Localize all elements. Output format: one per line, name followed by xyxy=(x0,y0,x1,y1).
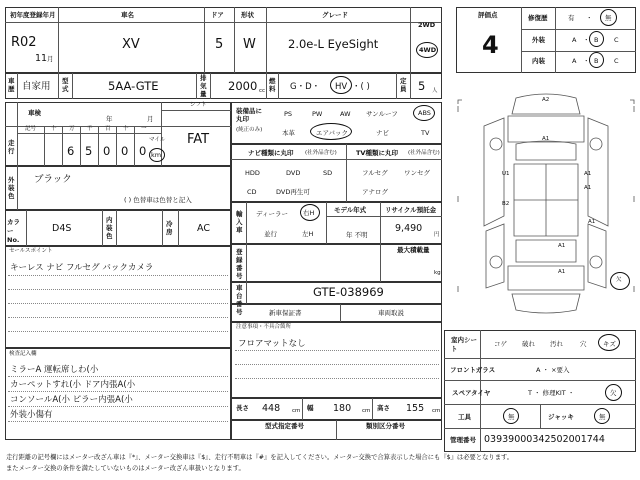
nav-header: ナビ種類に丸印 xyxy=(248,149,294,157)
interior-color-label: 内装色 xyxy=(106,216,113,240)
fuel-other: ・( ) xyxy=(352,82,370,92)
mileage-digit-1: 5 xyxy=(85,144,93,158)
score-label: 評価点 xyxy=(478,11,498,19)
exterior-grade-label: 外装 xyxy=(532,36,545,44)
notes-text: フロアマットなし xyxy=(238,339,306,349)
repair-opt-0: 有 xyxy=(568,14,575,22)
import-parallel: 並行 xyxy=(264,230,277,238)
exterior-color-label: 外装色 xyxy=(8,176,15,200)
width-label: 幅 xyxy=(307,404,314,412)
height-value: 155 xyxy=(406,403,425,414)
import-label: 輸入車 xyxy=(236,210,243,234)
exterior-block xyxy=(5,166,231,210)
shaken-label: 車検 xyxy=(28,109,41,117)
shaken-year: 年 xyxy=(106,115,113,123)
drive-4wd: 4WD xyxy=(419,46,437,54)
nav-cd: CD xyxy=(247,188,257,196)
jack-label: ジャッキ xyxy=(548,413,574,421)
footer-line-2: またメーター交換の条件を満たしていないものはメーター改ざん車扱いとなります。 xyxy=(6,465,245,472)
seat-circled: キズ xyxy=(603,340,616,348)
tv-fullseg: フルセグ xyxy=(362,169,388,177)
warranty-block xyxy=(231,304,442,322)
length-label: 長さ xyxy=(236,404,249,412)
mileage-unit-km: km xyxy=(151,151,162,159)
manage-value: 03939000342502001744 xyxy=(484,434,605,445)
digit-label-5: 一 xyxy=(141,126,147,132)
equip-pw: PW xyxy=(312,110,323,118)
tools-label: 工具 xyxy=(458,413,471,421)
cc-unit: cc xyxy=(259,88,266,94)
capacity-label: 定員 xyxy=(400,77,407,93)
equip-airbag: エアバック xyxy=(316,129,348,137)
digit-label-4: 十 xyxy=(123,126,129,132)
capacity-value: 5 xyxy=(418,79,426,93)
recycle-label: リサイクル預託金 xyxy=(385,206,437,214)
class-label: 類別区分番号 xyxy=(366,422,405,430)
exterior-grade-c: C xyxy=(614,36,619,44)
vehicle-row xyxy=(5,73,442,99)
car-name: XV xyxy=(122,37,140,52)
glass-value: A ・ ×要入 xyxy=(536,366,570,374)
nav-dvd-play: DVD再生可 xyxy=(276,188,310,196)
mileage-unit-mile: マイル xyxy=(149,137,166,143)
seat-item-1: 破れ xyxy=(522,340,535,348)
first-reg-month: 11 xyxy=(35,53,48,64)
capacity-unit: 人 xyxy=(432,88,438,94)
damage-mark-u1: U1 xyxy=(502,171,510,177)
equipment-label: 装備品に丸印 xyxy=(236,107,262,123)
interior-grade-dot: ・ xyxy=(583,57,590,65)
equip-tv: TV xyxy=(421,129,430,137)
type-label: 型式指定番号 xyxy=(265,422,304,430)
fuel-hv: HV xyxy=(335,82,348,92)
spare-mark: 欠 xyxy=(616,277,622,283)
color-no-value: D4S xyxy=(52,223,72,234)
equip-nav: ナビ xyxy=(376,129,389,137)
width-value: 180 xyxy=(333,403,352,414)
seat-item-2: 汚れ xyxy=(550,340,563,348)
model-year-value: 年 不明 xyxy=(346,231,368,239)
mileage-digit-0: 6 xyxy=(67,144,75,158)
manage-label: 管理番号 xyxy=(450,436,476,444)
inspector-line-0: ミラーA 運転席しわ(小 xyxy=(10,365,99,375)
interior-grade-label: 内装 xyxy=(532,57,545,65)
import-dealer: ディーラー xyxy=(256,210,288,218)
mileage-digit-4: 0 xyxy=(139,144,147,158)
manual-label: 車両取説 xyxy=(378,309,404,317)
registration-label: 登録番号 xyxy=(236,248,243,280)
nav-dvd: DVD xyxy=(286,169,301,177)
warranty-label: 新車保証書 xyxy=(269,309,302,317)
damage-mark-a2: A2 xyxy=(542,97,550,103)
digit-label-3: 百 xyxy=(105,126,111,132)
damage-mark-a1-rear: A1 xyxy=(558,243,566,249)
spare-label: スペアタイヤ xyxy=(452,389,491,397)
displacement-label: 排気量 xyxy=(200,74,207,98)
equip-sunroof: サンルーフ xyxy=(366,110,398,118)
repair-label: 修復歴 xyxy=(528,14,548,22)
tv-sub: (社外品含む) xyxy=(408,150,440,156)
grade-label: グレード xyxy=(322,11,348,19)
inspector-line-1: カーペットすれ(小 ドア内張A(小 xyxy=(10,380,136,390)
recycle-yen: 円 xyxy=(434,232,440,238)
model-year-label: モデル年式 xyxy=(334,206,367,214)
tv-analog: アナログ xyxy=(362,188,388,196)
height-cm: cm xyxy=(432,408,441,414)
digit-label-0: 十 xyxy=(51,126,57,132)
damage-mark-a1-right: A1 xyxy=(584,171,592,177)
car-name-label: 車名 xyxy=(121,11,134,19)
nav-sd: SD xyxy=(323,169,333,177)
color-no-label: カラーNo. xyxy=(7,218,20,244)
equip-abs: ABS xyxy=(418,109,431,117)
max-load-kg: kg xyxy=(434,270,441,276)
max-load-label: 最大積載量 xyxy=(397,246,430,254)
length-value: 448 xyxy=(262,403,281,414)
tv-header: TV種類に丸印 xyxy=(356,149,398,157)
inspector-label: 検査記入欄 xyxy=(9,351,37,357)
exterior-color-value: ブラック xyxy=(34,174,72,185)
vehicle-history-label: 車歴 xyxy=(8,77,15,93)
shape-value: W xyxy=(243,37,256,52)
tv-oneseg: ワンセグ xyxy=(404,169,430,177)
exterior-color-note: ( ) 色替車は色替と記入 xyxy=(124,196,192,204)
equip-ps: PS xyxy=(284,110,293,118)
spare-value: T ・ 修理KIT ・ xyxy=(528,389,575,397)
fuel-options: G・D・ xyxy=(290,82,321,92)
frame-label: 車台番号 xyxy=(236,284,243,316)
import-right: 右H xyxy=(303,209,315,217)
damage-mark-a1-right2: A1 xyxy=(584,185,592,191)
model-label: 型式 xyxy=(62,77,69,93)
length-cm: cm xyxy=(292,408,301,414)
interior-grade-a: A xyxy=(572,57,577,65)
model-value: 5AA-GTE xyxy=(108,79,159,93)
mileage-label: 走行 xyxy=(8,139,15,155)
fuel-label: 燃料 xyxy=(269,77,276,93)
displacement-value: 2000 xyxy=(228,79,258,93)
grade-value: 2.0e-L EyeSight xyxy=(288,37,379,51)
sales-points-text: キーレス ナビ フルセグ バックカメラ xyxy=(10,263,154,273)
mileage-digit-3: 0 xyxy=(121,144,129,158)
repair-opt-1: ・ xyxy=(586,14,593,22)
recycle-value: 9,490 xyxy=(395,223,423,234)
spare-circled: 欠 xyxy=(610,389,617,397)
width-cm: cm xyxy=(362,408,371,414)
equip-leather: 本革 xyxy=(282,129,295,137)
mileage-note: 記号 xyxy=(25,126,37,132)
aircon-value: AC xyxy=(197,223,210,234)
shape-label: 形状 xyxy=(241,11,254,19)
digit-label-2: 千 xyxy=(87,126,93,132)
shift-value: FAT xyxy=(187,132,210,147)
digit-label-1: 万 xyxy=(69,126,75,132)
damage-mark-b2: B2 xyxy=(502,201,510,207)
jack-circled: 無 xyxy=(599,413,606,421)
sales-points-label: セールスポイント xyxy=(9,248,53,254)
first-reg-label: 初年度登録年月 xyxy=(10,11,56,19)
import-left: 左H xyxy=(302,230,314,238)
interior-grade-b: B xyxy=(594,57,599,65)
doors-value: 5 xyxy=(215,37,224,52)
repair-none: 無 xyxy=(605,14,612,22)
exterior-grade-b: B xyxy=(594,36,599,44)
interior-grade-c: C xyxy=(614,57,619,65)
doors-label: ドア xyxy=(211,11,224,19)
notes-block xyxy=(231,322,442,398)
vehicle-history-value: 自家用 xyxy=(22,81,51,92)
damage-mark-a1-rear2: A1 xyxy=(558,269,566,275)
month-unit: 月 xyxy=(47,55,54,63)
tools-circled: 無 xyxy=(508,413,515,421)
shaken-month: 月 xyxy=(147,115,154,123)
drive-2wd: 2WD xyxy=(418,21,436,29)
seat-label: 室内シート xyxy=(451,336,477,353)
inspector-line-2: コンソールA(小 ピラー内張A(小 xyxy=(10,395,133,405)
score-value: 4 xyxy=(482,31,499,59)
shift-label: シフト xyxy=(190,102,207,108)
inspector-line-3: 外装小傷有 xyxy=(10,410,53,420)
inspector-block xyxy=(5,348,231,440)
exterior-grade-dot: ・ xyxy=(583,36,590,44)
equip-aw: AW xyxy=(340,110,351,118)
car-outline-diagram xyxy=(456,86,636,322)
equipment-sublabel: (純正のみ) xyxy=(236,127,263,133)
seat-item-3: 穴 xyxy=(580,340,587,348)
notes-label: 注意事項・不具合箇所 xyxy=(236,324,292,330)
first-reg-year: R02 xyxy=(11,35,37,50)
mileage-digit-2: 0 xyxy=(103,144,111,158)
frame-value: GTE-038969 xyxy=(313,285,384,299)
footer-line-1: 走行距離の記号欄にはメーター改ざん車は『*』、メーター交換車は『$』、走行不明車は『#』を記入してください。メーター交換で合算表示した場合にも『$』は必要となります。 xyxy=(6,454,514,461)
damage-mark-a1-mid: A1 xyxy=(588,219,596,225)
nav-hdd: HDD xyxy=(245,169,260,177)
seat-item-0: コゲ xyxy=(494,340,507,348)
glass-label: フロントガラス xyxy=(450,366,496,374)
exterior-grade-a: A xyxy=(572,36,577,44)
sales-points-block xyxy=(5,246,231,348)
aircon-label: 冷房 xyxy=(166,220,173,236)
height-label: 高さ xyxy=(377,404,390,412)
damage-mark-a1-front: A1 xyxy=(542,136,550,142)
nav-sub: (社外品含む) xyxy=(305,150,337,156)
